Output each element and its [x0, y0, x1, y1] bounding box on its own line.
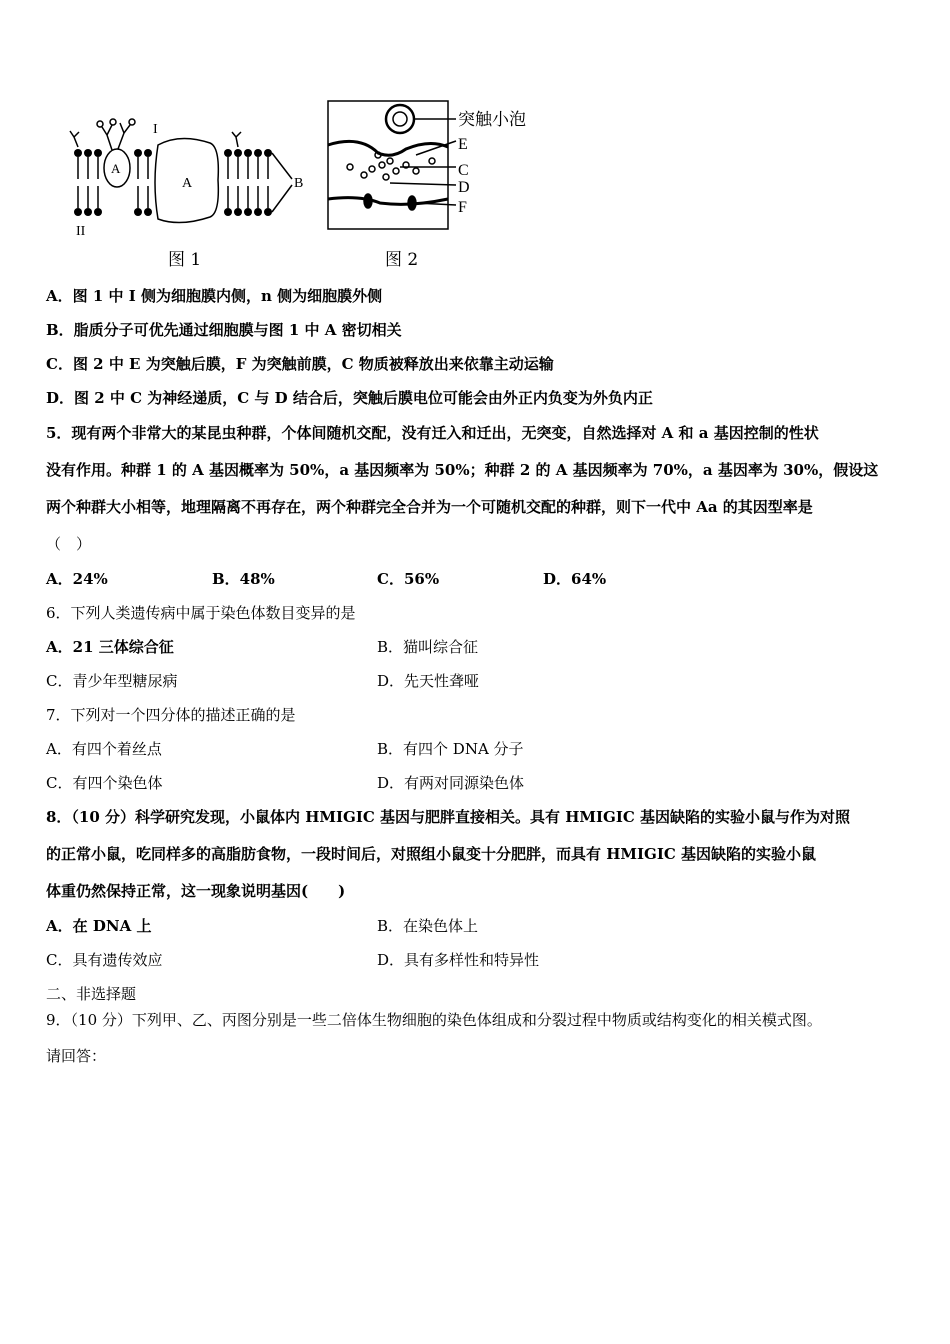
fig2-label-c: C: [458, 162, 469, 179]
q6-option-a[interactable]: A．21 三体综合征: [46, 638, 174, 656]
q5-stem-line-3: 两个种群大小相等，地理隔离不再存在，两个种群完全合并为一个可随机交配的种群，则下一代中 Aa 的其因型率是: [46, 498, 813, 516]
q5-option-b[interactable]: B．48%: [212, 570, 275, 588]
q7-option-d[interactable]: D．有两对同源染色体: [377, 774, 525, 792]
q4-option-a[interactable]: A．图 1 中 I 侧为细胞膜内侧，n 侧为细胞膜外侧: [46, 287, 383, 305]
fig2-label-vesicle: 突触小泡: [458, 110, 526, 130]
q7-option-c[interactable]: C．有四个染色体: [46, 774, 163, 792]
fig2-caption: 图 2: [385, 250, 419, 270]
q7-stem: 7．下列对一个四分体的描述正确的是: [46, 706, 296, 724]
fig1-label-top: I: [153, 122, 158, 137]
q8-option-a[interactable]: A．在 DNA 上: [46, 917, 152, 935]
q8-stem-line-2: 的正常小鼠，吃同样多的高脂肪食物，一段时间后，对照组小鼠变十分肥胖，而具有 HMIGIC 基因缺陷的实验小鼠: [46, 845, 817, 863]
q6-option-d[interactable]: D．先天性聋哑: [377, 672, 480, 690]
q8-stem-line-3: 体重仍然保持正常，这一现象说明基因( ): [46, 882, 346, 900]
q5-option-a[interactable]: A．24%: [46, 570, 108, 588]
q4-option-c[interactable]: C．图 2 中 E 为突触后膜，F 为突触前膜，C 物质被释放出来依靠主动运输: [46, 355, 554, 373]
q7-option-a[interactable]: A．有四个着丝点: [46, 740, 162, 758]
fig2-label-e: E: [458, 136, 468, 153]
q9-stem-line-1: 9．（10 分）下列甲、乙、丙图分别是一些二倍体生物细胞的染色体组成和分裂过程中物质或结构变化的相关模式图。: [46, 1011, 822, 1029]
q5-stem-line-4: （ ）: [46, 535, 92, 553]
figures: [60, 95, 560, 275]
q4-option-d[interactable]: D．图 2 中 C 为神经递质，C 与 D 结合后，突触后膜电位可能会由外正内负变为外负内正: [46, 389, 653, 407]
q5-option-d[interactable]: D．64%: [543, 570, 607, 588]
q7-option-b[interactable]: B．有四个 DNA 分子: [377, 740, 524, 758]
q6-option-c[interactable]: C．青少年型糖尿病: [46, 672, 178, 690]
q8-option-d[interactable]: D．具有多样性和特异性: [377, 951, 540, 969]
fig1-label-bottom: II: [76, 224, 86, 239]
q5-option-c[interactable]: C．56%: [377, 570, 440, 588]
q5-stem-line-1: 5．现有两个非常大的某昆虫种群，个体间随机交配，没有迁入和迁出，无突变，自然选择对 A 和 a 基因控制的性状: [46, 424, 819, 442]
q4-option-b[interactable]: B．脂质分子可优先通过细胞膜与图 1 中 A 密切相关: [46, 321, 402, 339]
fig1-label-a-large: A: [182, 176, 193, 191]
q8-option-c[interactable]: C．具有遗传效应: [46, 951, 163, 969]
fig1-label-b: B: [294, 176, 304, 191]
fig1-label-a-small: A: [111, 161, 121, 176]
fig2-label-f: F: [458, 199, 467, 216]
q5-stem-line-2: 没有作用。种群 1 的 A 基因概率为 50%，a 基因频率为 50%；种群 2 的 A 基因频率为 70%，a 基因率为 30%，假设这: [46, 461, 879, 479]
synapse-diagram: [328, 101, 526, 270]
fig1-caption: 图 1: [168, 250, 202, 270]
section-heading: 二、非选择题: [46, 985, 137, 1003]
q9-stem-line-2: 请回答：: [46, 1047, 107, 1065]
q6-stem: 6．下列人类遗传病中属于染色体数目变异的是: [46, 604, 356, 622]
membrane-diagram: [70, 119, 303, 270]
q8-stem-line-1: 8．（10 分）科学研究发现，小鼠体内 HMIGIC 基因与肥胖直接相关。具有 HMIGIC 基因缺陷的实验小鼠与作为对照: [46, 808, 851, 826]
q8-option-b[interactable]: B．在染色体上: [377, 917, 479, 935]
fig2-label-d: D: [458, 179, 470, 196]
q6-option-b[interactable]: B．猫叫综合征: [377, 638, 479, 656]
